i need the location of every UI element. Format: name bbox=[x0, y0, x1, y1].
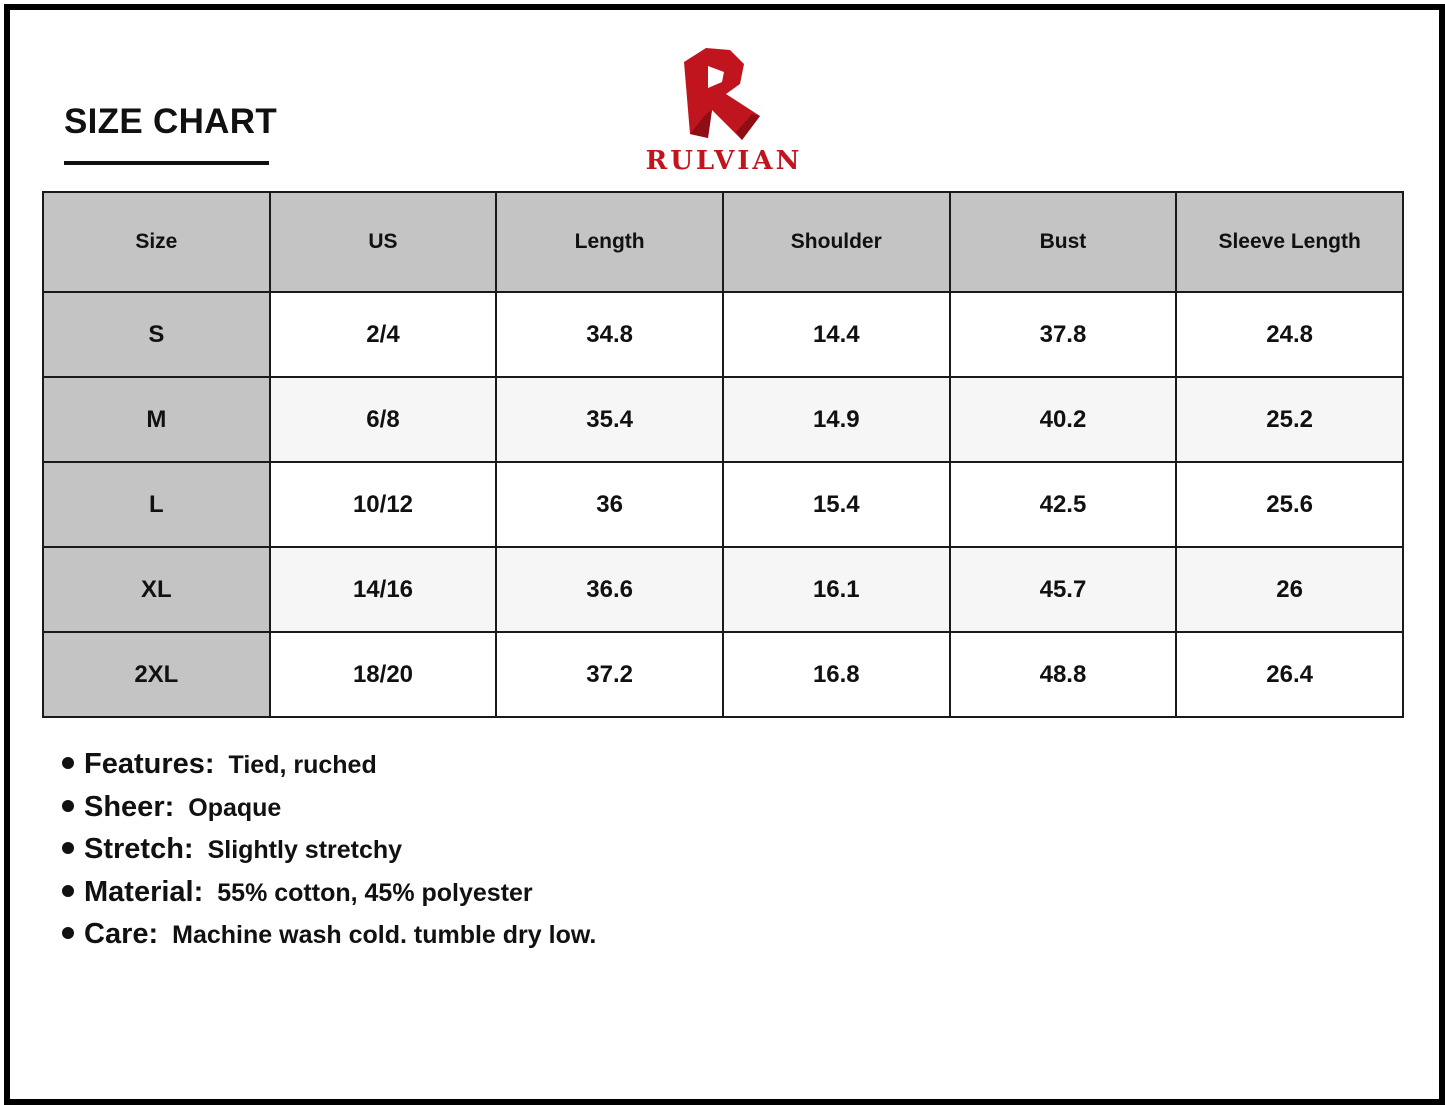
shoulder-cell: 14.4 bbox=[723, 292, 950, 377]
product-features-list bbox=[62, 748, 596, 961]
header-bust: Bust bbox=[950, 192, 1177, 292]
sleeve-length-cell: 25.6 bbox=[1176, 462, 1403, 547]
sleeve-length-cell: 26 bbox=[1176, 547, 1403, 632]
bullet-icon bbox=[62, 757, 74, 769]
us-cell: 18/20 bbox=[270, 632, 497, 717]
table-row bbox=[43, 547, 1403, 632]
bullet-icon bbox=[62, 800, 74, 812]
shoulder-cell: 16.8 bbox=[723, 632, 950, 717]
title-underline bbox=[64, 161, 269, 165]
rulvian-r-logo-icon bbox=[678, 44, 770, 142]
length-cell: 37.2 bbox=[496, 632, 723, 717]
feature-value: Machine wash cold. tumble dry low. bbox=[172, 921, 597, 950]
size-cell: S bbox=[43, 292, 270, 377]
list-item bbox=[62, 876, 596, 919]
feature-value: Opaque bbox=[188, 793, 282, 822]
feature-value: Slightly stretchy bbox=[207, 836, 403, 865]
table-row bbox=[43, 462, 1403, 547]
bust-cell: 40.2 bbox=[950, 377, 1177, 462]
bust-cell: 48.8 bbox=[950, 632, 1177, 717]
sleeve-length-cell: 24.8 bbox=[1176, 292, 1403, 377]
bullet-icon bbox=[62, 885, 74, 897]
shoulder-cell: 15.4 bbox=[723, 462, 950, 547]
header-size: Size bbox=[43, 192, 270, 292]
length-cell: 34.8 bbox=[496, 292, 723, 377]
bust-cell: 42.5 bbox=[950, 462, 1177, 547]
size-cell: 2XL bbox=[43, 632, 270, 717]
feature-label: Features: bbox=[84, 748, 215, 780]
us-cell: 10/12 bbox=[270, 462, 497, 547]
header-sleeve-length: Sleeve Length bbox=[1176, 192, 1403, 292]
bullet-icon bbox=[62, 927, 74, 939]
shoulder-cell: 16.1 bbox=[723, 547, 950, 632]
table-header-row bbox=[43, 192, 1403, 292]
feature-label: Material: bbox=[84, 875, 204, 908]
us-cell: 2/4 bbox=[270, 292, 497, 377]
us-cell: 14/16 bbox=[270, 547, 497, 632]
length-cell: 36.6 bbox=[496, 547, 723, 632]
length-cell: 35.4 bbox=[496, 377, 723, 462]
sleeve-length-cell: 26.4 bbox=[1176, 632, 1403, 717]
page-title: SIZE CHART bbox=[64, 102, 277, 141]
size-chart-table bbox=[42, 191, 1404, 718]
list-item bbox=[62, 791, 596, 834]
feature-label: Sheer: bbox=[84, 790, 175, 823]
list-item bbox=[62, 833, 596, 876]
bullet-icon bbox=[62, 842, 74, 854]
header-shoulder: Shoulder bbox=[723, 192, 950, 292]
us-cell: 6/8 bbox=[270, 377, 497, 462]
header-length: Length bbox=[496, 192, 723, 292]
size-cell: M bbox=[43, 377, 270, 462]
length-cell: 36 bbox=[496, 462, 723, 547]
table-row bbox=[43, 377, 1403, 462]
bust-cell: 37.8 bbox=[950, 292, 1177, 377]
feature-label: Care: bbox=[84, 918, 159, 951]
table-row bbox=[43, 292, 1403, 377]
list-item bbox=[62, 748, 596, 791]
bust-cell: 45.7 bbox=[950, 547, 1177, 632]
feature-value: 55% cotton, 45% polyester bbox=[217, 878, 533, 907]
brand-name: RULVIAN bbox=[645, 146, 803, 176]
brand-logo bbox=[638, 44, 810, 176]
feature-label: Stretch: bbox=[84, 833, 194, 866]
list-item bbox=[62, 918, 596, 961]
feature-value: Tied, ruched bbox=[228, 751, 377, 779]
size-cell: L bbox=[43, 462, 270, 547]
sleeve-length-cell: 25.2 bbox=[1176, 377, 1403, 462]
size-cell: XL bbox=[43, 547, 270, 632]
shoulder-cell: 14.9 bbox=[723, 377, 950, 462]
header-us: US bbox=[270, 192, 497, 292]
table-row bbox=[43, 632, 1403, 717]
